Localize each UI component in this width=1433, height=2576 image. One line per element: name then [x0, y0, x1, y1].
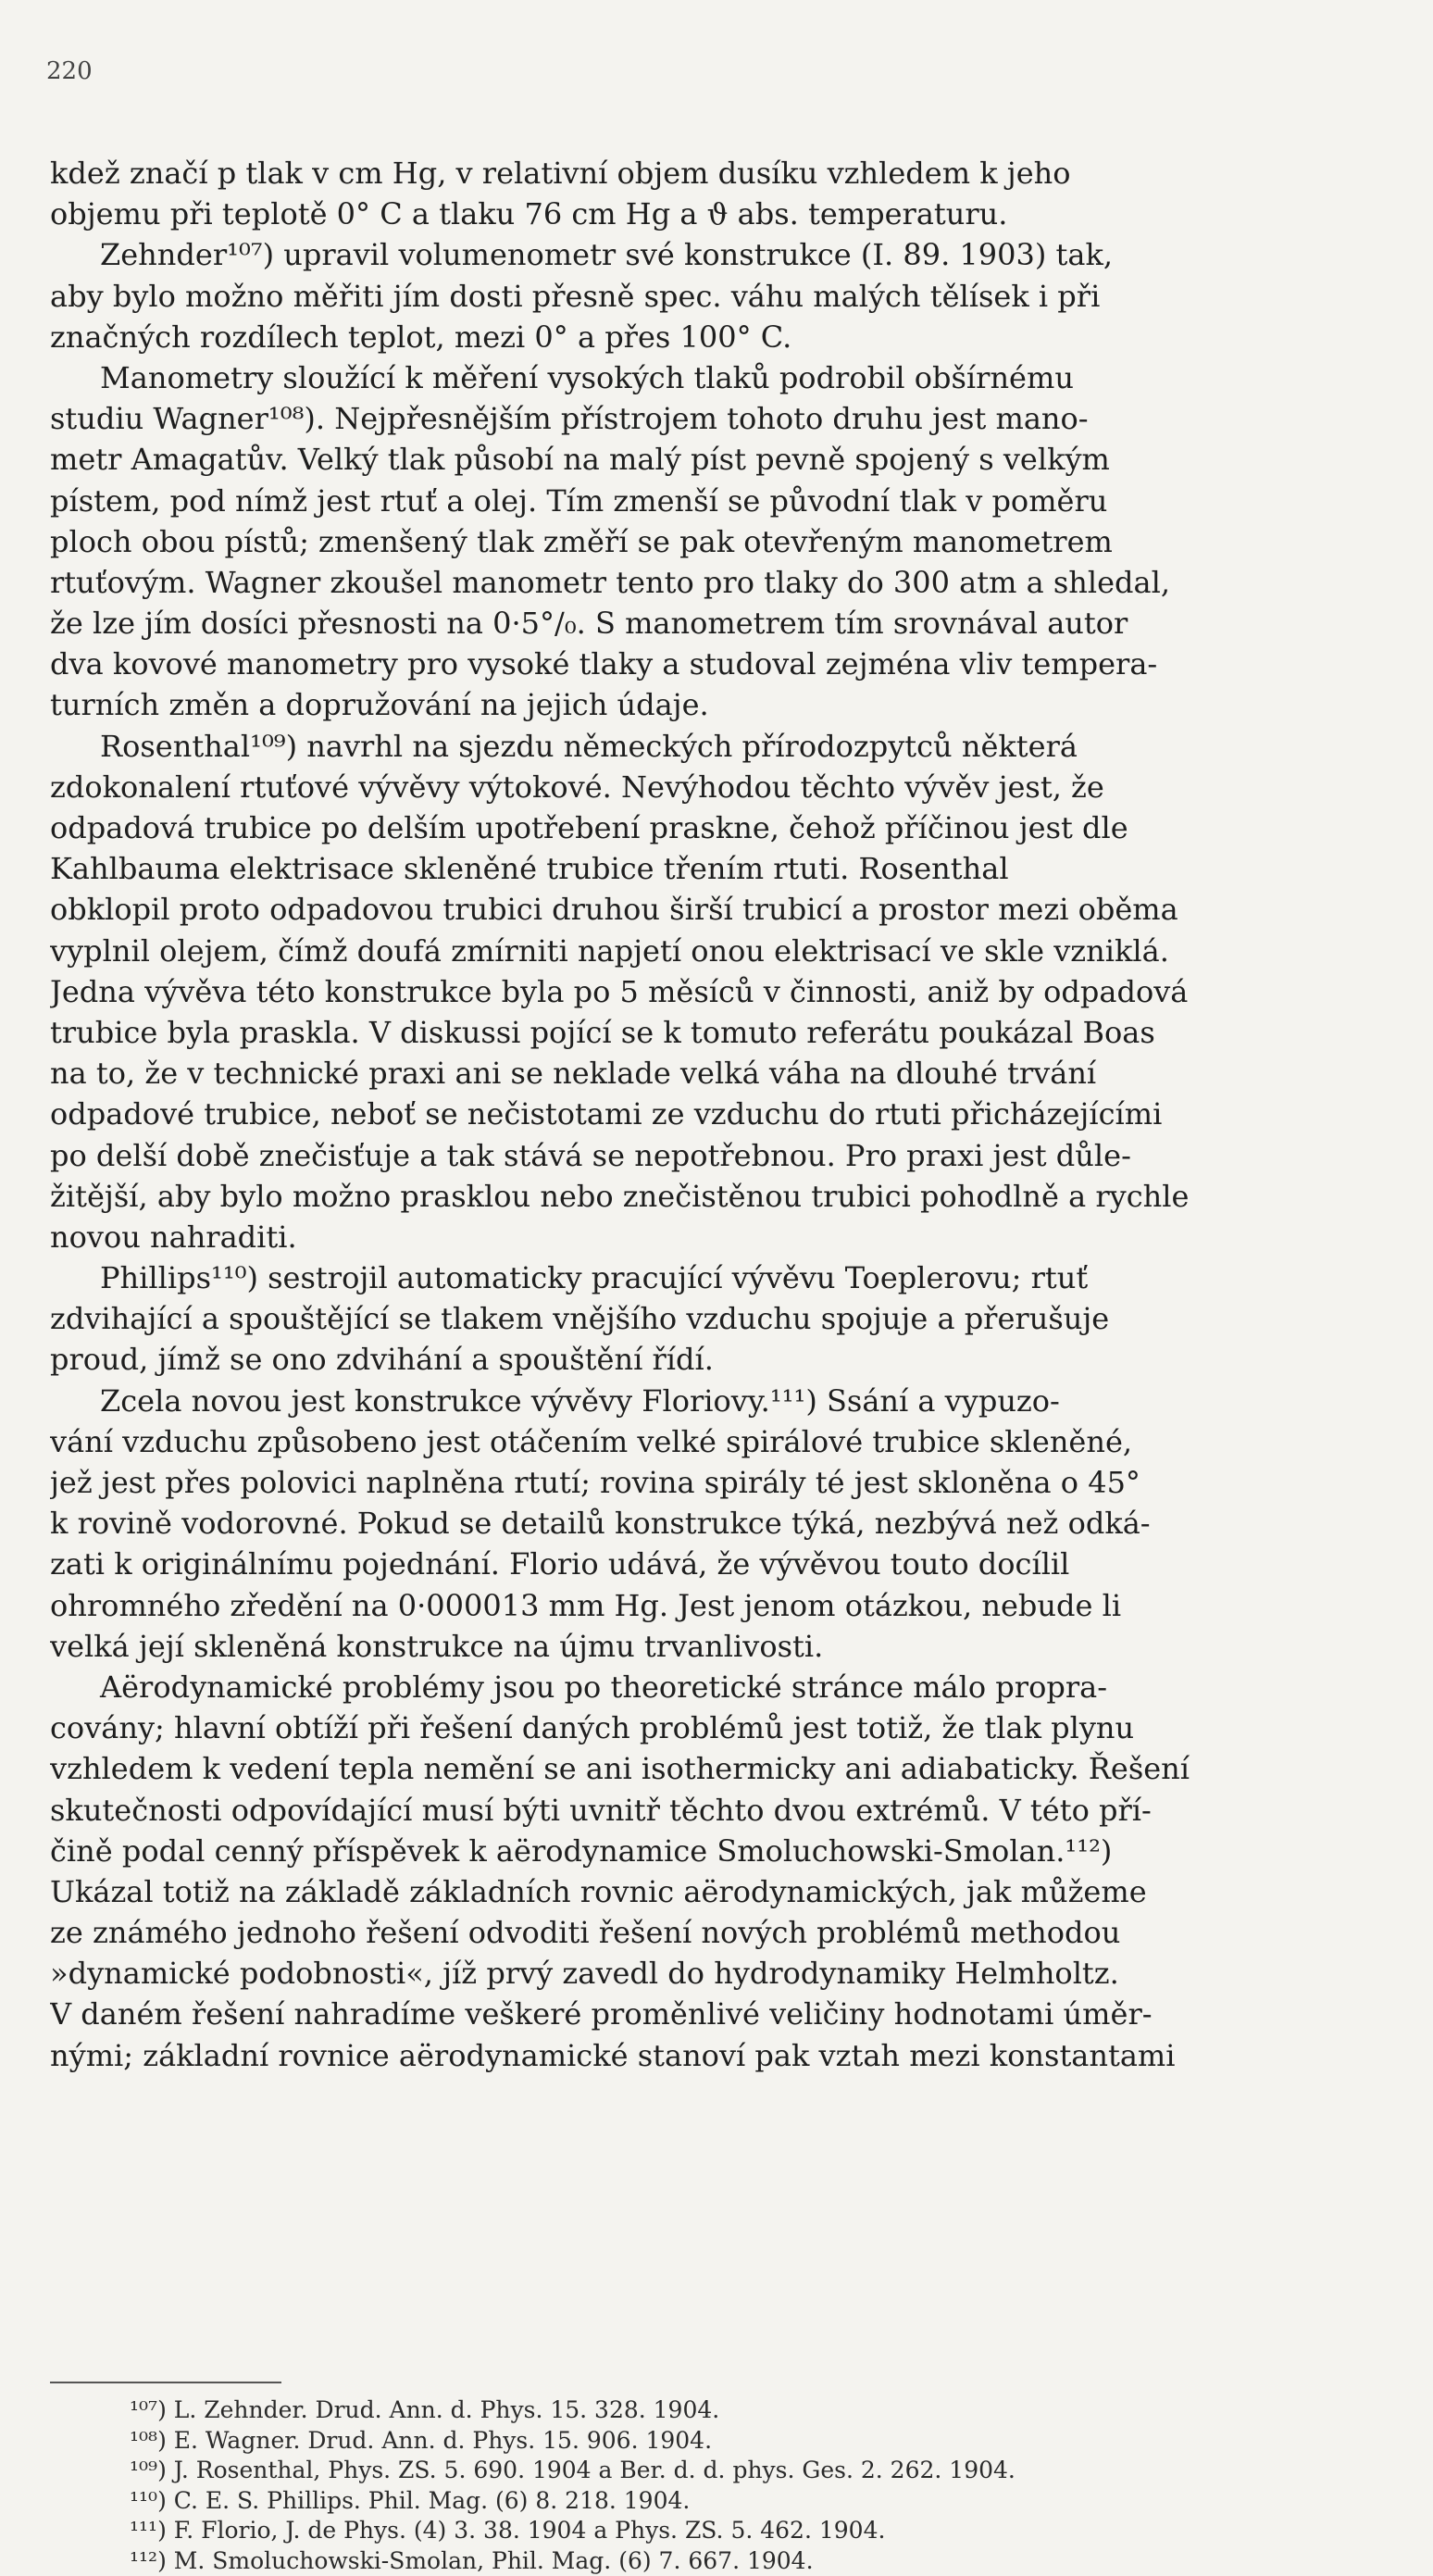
footnote: ¹¹²) M. Smoluchowski-Smolan, Phil. Mag. (6) 7. 667. 1904. [130, 2546, 1407, 2576]
text-line: čině podal cenný příspěvek k aërodynamice Smoluchowski-Smolan.¹¹²) [50, 1831, 1392, 1871]
text-line: zdokonalení rtuťové vývěvy výtokové. Nevýhodou těchto vývěv jest, že [50, 767, 1392, 807]
text-line: V daném řešení nahradíme veškeré proměnlivé veličiny hodnotami úměr- [50, 1994, 1392, 2034]
text-line: žitější, aby bylo možno prasklou nebo znečistěnou trubici pohodlně a rychle [50, 1176, 1392, 1217]
text-line: »dynamické podobnosti«, jíž prvý zavedl do hydrodynamiky Helmholtz. [50, 1953, 1392, 1994]
text-line: Zcela novou jest konstrukce vývěvy Floriovy.¹¹¹) Ssání a vypuzo- [50, 1381, 1392, 1421]
text-line: nými; základní rovnice aërodynamické stanoví pak vztah mezi konstantami [50, 2035, 1392, 2076]
text-line: metr Amagatův. Velký tlak působí na malý píst pevně spojený s velkým [50, 439, 1392, 480]
text-line: turních změn a dopružování na jejich údaje. [50, 684, 1392, 725]
footnote: ¹⁰⁹) J. Rosenthal, Phys. ZS. 5. 690. 1904 a Ber. d. d. phys. Ges. 2. 262. 1904. [130, 2456, 1407, 2486]
footnotes [130, 2395, 1407, 2576]
text-line: ohromného zředění na 0·000013 mm Hg. Jest jenom otázkou, nebude li [50, 1585, 1392, 1626]
text-line: odpadová trubice po delším upotřebení praskne, čehož příčinou jest dle [50, 807, 1392, 848]
text-line: Kahlbauma elektrisace skleněné trubice třením rtuti. Rosenthal [50, 848, 1392, 889]
text-line: ze známého jednoho řešení odvoditi řešení nových problémů methodou [50, 1912, 1392, 1953]
text-line: pístem, pod nímž jest rtuť a olej. Tím zmenší se původní tlak v poměru [50, 481, 1392, 521]
footnote: ¹⁰⁸) E. Wagner. Drud. Ann. d. Phys. 15. 906. 1904. [130, 2426, 1407, 2457]
text-line: dva kovové manometry pro vysoké tlaky a studoval zejména vliv tempera- [50, 644, 1392, 684]
text-line: po delší době znečisťuje a tak stává se nepotřebnou. Pro praxi jest důle- [50, 1135, 1392, 1176]
text-line: Zehnder¹⁰⁷) upravil volumenometr své konstrukce (I. 89. 1903) tak, [50, 234, 1392, 275]
text-line: studiu Wagner¹⁰⁸). Nejpřesnějším přístrojem tohoto druhu jest mano- [50, 398, 1392, 439]
text-line: na to, že v technické praxi ani se neklade velká váha na dlouhé trvání [50, 1053, 1392, 1094]
body-text [50, 153, 1392, 2076]
text-line: vání vzduchu způsobeno jest otáčením velké spirálové trubice skleněné, [50, 1421, 1392, 1462]
text-line: značných rozdílech teplot, mezi 0° a přes 100° C. [50, 317, 1392, 357]
text-line: vyplnil olejem, čímž doufá zmírniti napjetí onou elektrisací ve skle vzniklá. [50, 931, 1392, 971]
text-line: obklopil proto odpadovou trubici druhou širší trubicí a prostor mezi oběma [50, 889, 1392, 930]
text-line: covány; hlavní obtíží při řešení daných problémů jest totiž, že tlak plynu [50, 1707, 1392, 1748]
text-line: velká její skleněná konstrukce na újmu trvanlivosti. [50, 1626, 1392, 1667]
text-line: vzhledem k vedení tepla nemění se ani isothermicky ani adiabaticky. Řešení [50, 1748, 1392, 1789]
text-line: rtuťovým. Wagner zkoušel manometr tento pro tlaky do 300 atm a shledal, [50, 562, 1392, 603]
footnote-rule [50, 2382, 281, 2383]
text-line: ploch obou pístů; zmenšený tlak změří se pak otevřeným manometrem [50, 521, 1392, 562]
footnote: ¹¹¹) F. Florio, J. de Phys. (4) 3. 38. 1904 a Phys. ZS. 5. 462. 1904. [130, 2516, 1407, 2546]
footnote: ¹⁰⁷) L. Zehnder. Drud. Ann. d. Phys. 15. 328. 1904. [130, 2395, 1407, 2426]
text-line: Phillips¹¹⁰) sestrojil automaticky pracující vývěvu Toeplerovu; rtuť [50, 1257, 1392, 1298]
text-line: proud, jímž se ono zdvihání a spouštění řídí. [50, 1339, 1392, 1380]
text-line: Manometry sloužící k měření vysokých tlaků podrobil obšírnému [50, 357, 1392, 398]
text-line: skutečnosti odpovídající musí býti uvnitř těchto dvou extrémů. V této pří- [50, 1790, 1392, 1831]
footnote: ¹¹⁰) C. E. S. Phillips. Phil. Mag. (6) 8. 218. 1904. [130, 2486, 1407, 2517]
text-line: kdež značí p tlak v cm Hg, v relativní objem dusíku vzhledem k jeho [50, 153, 1392, 194]
text-line: Ukázal totiž na základě základních rovnic aërodynamických, jak můžeme [50, 1871, 1392, 1912]
text-line: Jedna vývěva této konstrukce byla po 5 měsíců v činnosti, aniž by odpadová [50, 971, 1392, 1012]
text-line: zdvihající a spouštějící se tlakem vnějšího vzduchu spojuje a přerušuje [50, 1298, 1392, 1339]
page-number: 220 [46, 57, 93, 85]
text-line: zati k originálnímu pojednání. Florio udává, že vývěvou touto docílil [50, 1544, 1392, 1584]
text-line: Aërodynamické problémy jsou po theoretické stránce málo propra- [50, 1667, 1392, 1707]
text-line: jež jest přes polovici naplněna rtutí; rovina spirály té jest skloněna o 45° [50, 1462, 1392, 1503]
text-line: aby bylo možno měřiti jím dosti přesně spec. váhu malých tělísek i při [50, 276, 1392, 317]
text-line: Rosenthal¹⁰⁹) navrhl na sjezdu německých přírodozpytců některá [50, 726, 1392, 767]
text-line: novou nahraditi. [50, 1217, 1392, 1257]
text-line: objemu při teplotě 0° C a tlaku 76 cm Hg a ϑ abs. temperaturu. [50, 194, 1392, 234]
text-line: odpadové trubice, neboť se nečistotami ze vzduchu do rtuti přicházejícími [50, 1094, 1392, 1134]
text-line: k rovině vodorovné. Pokud se detailů konstrukce týká, nezbývá než odká- [50, 1503, 1392, 1544]
text-line: že lze jím dosíci přesnosti na 0·5°/₀. S manometrem tím srovnával autor [50, 603, 1392, 644]
text-line: trubice byla praskla. V diskussi pojící se k tomuto referátu poukázal Boas [50, 1012, 1392, 1053]
